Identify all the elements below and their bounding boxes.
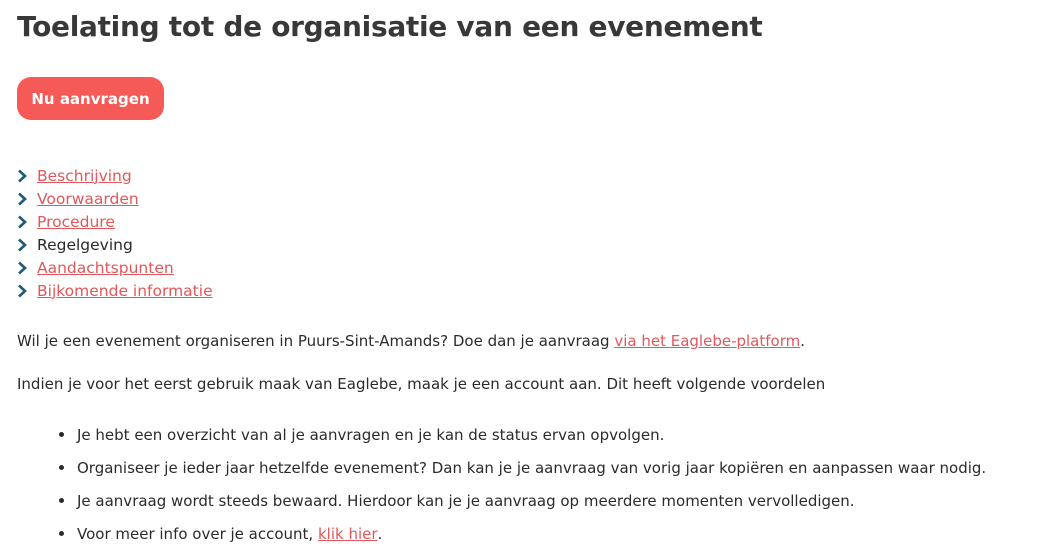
toc-item-procedure xyxy=(17,210,213,233)
account-paragraph: Indien je voor het eerst gebruik maak van Eaglebe, maak je een account aan. Dit heeft volgende voordelen xyxy=(17,375,826,393)
list-item xyxy=(59,451,986,484)
apply-now-button[interactable]: Nu aanvragen xyxy=(17,77,164,120)
chevron-right-icon xyxy=(17,215,37,229)
toc-link-voorwaarden[interactable]: Voorwaarden xyxy=(37,189,139,208)
eaglebe-platform-link[interactable]: via het Eaglebe-platform xyxy=(614,332,801,350)
intro-text: Wil je een evenement organiseren in Puurs-Sint-Amands? Doe dan je aanvraag xyxy=(17,332,615,350)
intro-paragraph xyxy=(17,332,805,350)
bullet-icon xyxy=(59,498,64,503)
list-item xyxy=(59,484,986,517)
list-item xyxy=(59,418,986,451)
chevron-right-icon xyxy=(17,261,37,275)
toc-label-regelgeving: Regelgeving xyxy=(37,235,133,254)
toc-item-aandachtspunten xyxy=(17,256,213,279)
toc-link-procedure[interactable]: Procedure xyxy=(37,212,115,231)
page-title: Toelating tot de organisatie van een evenement xyxy=(17,10,763,43)
toc-link-aandachtspunten[interactable]: Aandachtspunten xyxy=(37,258,174,277)
toc-link-bijkomende-informatie[interactable]: Bijkomende informatie xyxy=(37,281,213,300)
toc-item-regelgeving xyxy=(17,233,213,256)
table-of-contents xyxy=(17,164,213,302)
toc-item-bijkomende-informatie xyxy=(17,279,213,302)
bullet-icon xyxy=(59,531,64,536)
chevron-right-icon xyxy=(17,284,37,298)
bullet-icon xyxy=(59,465,64,470)
chevron-right-icon xyxy=(17,238,37,252)
toc-item-voorwaarden xyxy=(17,187,213,210)
benefit-text: Je hebt een overzicht van al je aanvragen en je kan de status ervan opvolgen. xyxy=(77,425,665,444)
bullet-icon xyxy=(59,432,64,437)
toc-item-beschrijving xyxy=(17,164,213,187)
more-info-end: . xyxy=(377,524,383,543)
benefit-text: Je aanvraag wordt steeds bewaard. Hierdoor kan je je aanvraag op meerdere momenten vervolledigen. xyxy=(77,491,855,510)
more-info-text: Voor meer info over je account, xyxy=(77,524,314,543)
toc-link-beschrijving[interactable]: Beschrijving xyxy=(37,166,132,185)
benefits-list xyxy=(59,418,986,550)
chevron-right-icon xyxy=(17,192,37,206)
account-info-link[interactable]: klik hier xyxy=(317,524,378,543)
chevron-right-icon xyxy=(17,169,37,183)
benefit-text: Organiseer je ieder jaar hetzelfde evenement? Dan kan je je aanvraag van vorig jaar kopiëren en aanpassen waar nodig. xyxy=(77,458,987,477)
list-item xyxy=(59,517,986,550)
intro-end: . xyxy=(800,332,805,350)
